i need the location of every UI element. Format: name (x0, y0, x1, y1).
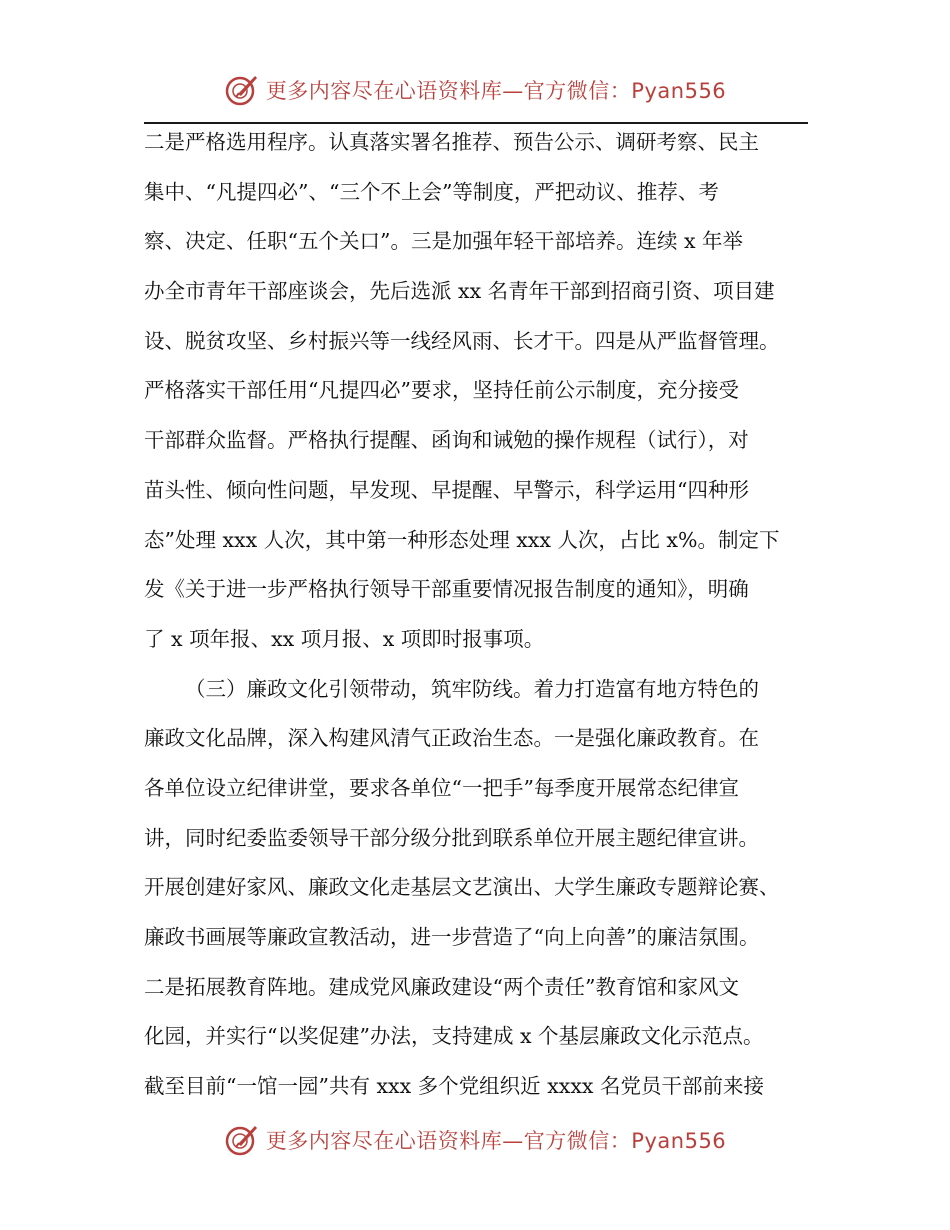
document-body (144, 118, 808, 1112)
text-line: 廉政书画展等廉政宣教活动，进一步营造了“向上向善”的廉洁氛围。 (144, 925, 760, 949)
text-line: 了 x 项年报、xx 项月报、x 项即时报事项。 (144, 626, 545, 651)
text-line: 二是严格选用程序。认真落实署名推荐、预告公示、调研考察、民主 (144, 130, 759, 154)
header-banner-text: 更多内容尽在心语资料库—官方微信：Pyan556 (265, 79, 727, 103)
text-line: 开展创建好家风、廉政文化走基层文艺演出、大学生廉政专题辩论赛、 (144, 875, 780, 900)
text-line: 化园，并实行“以奖促建”办法，支持建成 x 个基层廉政文化示范点。 (144, 1024, 764, 1049)
text-line: 办全市青年干部座谈会，先后选派 xx 名青年干部到招商引资、项目建 (144, 279, 775, 304)
text-line: 廉政文化品牌，深入构建风清气正政治生态。一是强化廉政教育。在 (144, 726, 759, 751)
footer-banner-text: 更多内容尽在心语资料库—官方微信：Pyan556 (265, 1129, 727, 1153)
text-line: 各单位设立纪律讲堂，要求各单位“一把手”每季度开展常态纪律宣 (144, 775, 739, 800)
text-line: 截至目前“一馆一园”共有 xxx 多个党组织近 xxxx 名党员干部前来接 (144, 1074, 764, 1099)
page-header (0, 68, 950, 112)
text-line: 干部群众监督。严格执行提醒、函询和诫勉的操作规程（试行），对 (144, 428, 749, 453)
page-footer (0, 1118, 950, 1162)
text-line: 讲，同时纪委监委领导干部分级分批到联系单位开展主题纪律宣讲。 (144, 825, 759, 850)
text-line: 设、脱贫攻坚、乡村振兴等一线经风雨、长才干。四是从严监督管理。 (144, 328, 780, 353)
text-line: 态”处理 xxx 人次，其中第一种形态处理 xxx 人次，占比 x%。制定下 (144, 527, 780, 552)
text-line: 察、决定、任职“五个关口”。三是加强年轻干部培养。连续 x 年举 (144, 229, 744, 254)
text-line: 苗头性、倾向性问题，早发现、早提醒、早警示，科学运用“四种形 (144, 477, 749, 502)
quill-logo-icon (224, 72, 260, 108)
text-line: 严格落实干部任用“凡提四必”要求，坚持任前公示制度，充分接受 (144, 378, 739, 403)
quill-logo-icon (224, 1122, 260, 1158)
text-line: 发《关于进一步严格执行领导干部重要情况报告制度的通知》，明确 (144, 577, 749, 602)
section-heading-line: （三）廉政文化引领带动，筑牢防线。着力打造富有地方特色的 (185, 676, 759, 701)
text-line: 二是拓展教育阵地。建成党风廉政建设“两个责任”教育馆和家风文 (144, 974, 739, 999)
text-line: 集中、“凡提四必”、“三个不上会”等制度，严把动议、推荐、考 (144, 179, 719, 204)
